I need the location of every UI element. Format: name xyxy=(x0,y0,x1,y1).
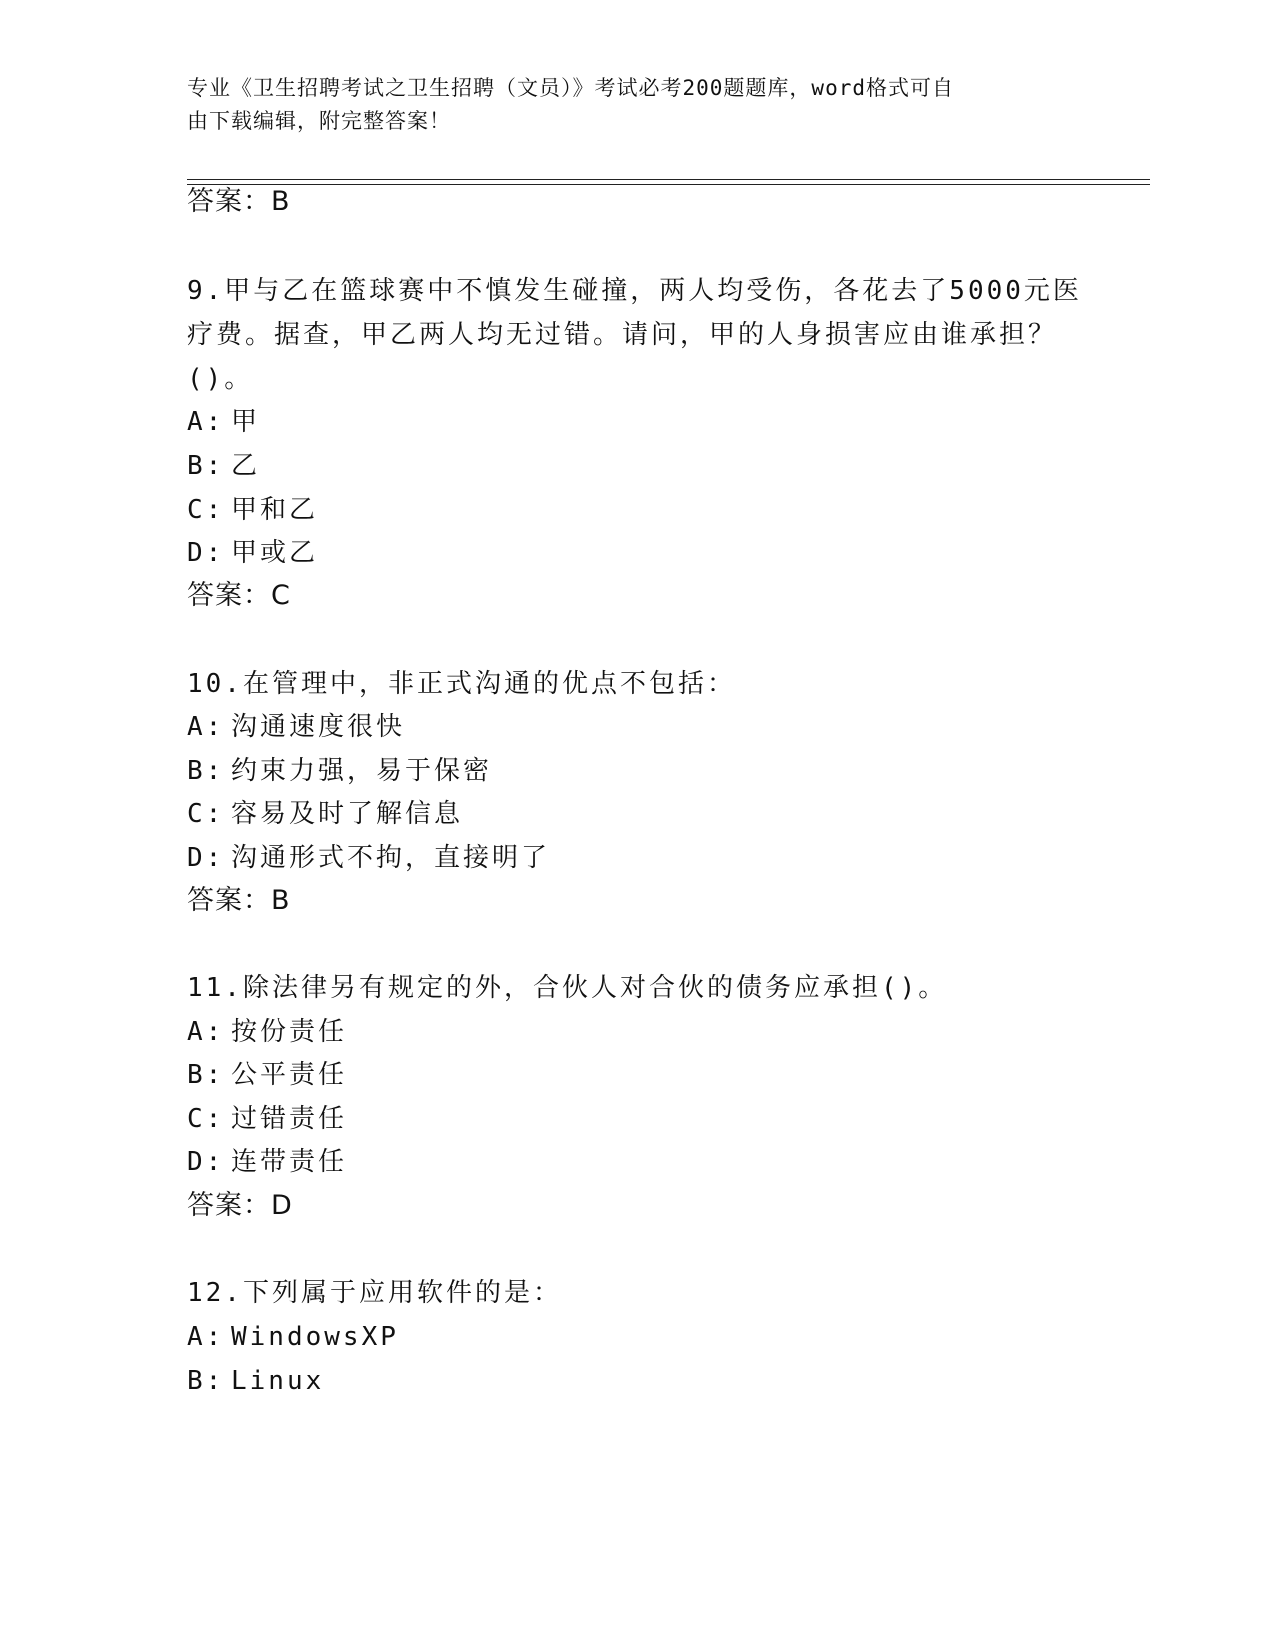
question-stem: 9.甲与乙在篮球赛中不慎发生碰撞，两人均受伤，各花去了5000元医 xyxy=(187,276,1082,306)
option-d xyxy=(187,842,550,874)
answer-line: 答案：B xyxy=(187,186,291,217)
option-text: 约束力强，易于保密 xyxy=(231,756,493,786)
header-line-2: 由下载编辑，附完整答案！ xyxy=(187,109,451,133)
option-letter: B: xyxy=(187,1366,225,1396)
option-letter: D: xyxy=(187,1147,225,1177)
option-c xyxy=(187,494,318,526)
option-text: 乙 xyxy=(231,451,261,481)
option-d xyxy=(187,537,318,569)
answer-line: 答案：D xyxy=(187,1190,293,1221)
option-letter: C: xyxy=(187,799,225,829)
option-a xyxy=(187,711,405,743)
option-letter: A: xyxy=(187,407,225,437)
option-d xyxy=(187,1146,347,1178)
option-letter: B: xyxy=(187,1060,225,1090)
header-line-1: 专业《卫生招聘考试之卫生招聘（文员）》考试必考200题题库，word格式可自 xyxy=(187,76,954,100)
option-text: WindowsXP xyxy=(231,1322,399,1352)
option-a xyxy=(187,1016,347,1048)
option-text: 沟通形式不拘，直接明了 xyxy=(231,843,551,873)
question-stem: 疗费。据查，甲乙两人均无过错。请问，甲的人身损害应由谁承担？ xyxy=(187,320,1058,350)
option-a xyxy=(187,1321,399,1353)
option-letter: A: xyxy=(187,1322,225,1352)
option-letter: D: xyxy=(187,538,225,568)
option-text: 沟通速度很快 xyxy=(231,712,406,742)
option-text: 连带责任 xyxy=(231,1147,348,1177)
option-letter: C: xyxy=(187,495,225,525)
answer-line: 答案：C xyxy=(187,580,291,611)
option-b xyxy=(187,450,260,482)
answer-line: 答案：B xyxy=(187,885,291,916)
option-b xyxy=(187,1059,347,1091)
document-header xyxy=(187,72,1087,138)
option-b xyxy=(187,755,492,787)
header-rule-top xyxy=(187,179,1150,180)
option-a xyxy=(187,406,260,438)
question-stem: 10.在管理中，非正式沟通的优点不包括： xyxy=(187,669,736,699)
option-text: 按份责任 xyxy=(231,1017,348,1047)
option-b xyxy=(187,1365,324,1397)
option-c xyxy=(187,798,463,830)
option-text: 公平责任 xyxy=(231,1060,348,1090)
option-letter: A: xyxy=(187,712,225,742)
option-letter: D: xyxy=(187,843,225,873)
question-stem: ()。 xyxy=(187,364,254,394)
option-letter: B: xyxy=(187,756,225,786)
option-letter: C: xyxy=(187,1104,225,1134)
question-stem: 12.下列属于应用软件的是： xyxy=(187,1278,562,1308)
option-letter: A: xyxy=(187,1017,225,1047)
option-text: 过错责任 xyxy=(231,1104,348,1134)
question-stem: 11.除法律另有规定的外，合伙人对合伙的债务应承担()。 xyxy=(187,973,948,1003)
header-rule-bottom xyxy=(187,184,1150,185)
option-text: 甲和乙 xyxy=(231,495,319,525)
option-c xyxy=(187,1103,347,1135)
option-text: 甲 xyxy=(231,407,261,437)
option-letter: B: xyxy=(187,451,225,481)
option-text: Linux xyxy=(231,1366,325,1396)
option-text: 甲或乙 xyxy=(231,538,319,568)
option-text: 容易及时了解信息 xyxy=(231,799,464,829)
